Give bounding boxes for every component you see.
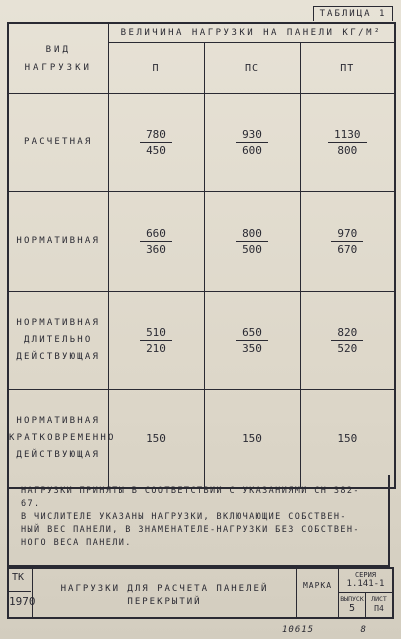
marka-label: МАРКА (297, 569, 339, 617)
fraction (140, 227, 172, 256)
footer-page: 8 (360, 625, 367, 635)
cell-value (204, 192, 300, 292)
denominator: 800 (337, 143, 358, 157)
drawing-title: НАГРУЗКИ ДЛЯ РАСЧЕТА ПАНЕЛЕЙ ПЕРЕКРЫТИЙ (33, 569, 297, 617)
numerator: 650 (236, 326, 268, 341)
note-line: НАГРУЗКИ ПРИНЯТЫ В СООТВЕТСТВИИ С УКАЗАНИЯМИ СН 382-67. (21, 486, 360, 509)
load-table (7, 22, 396, 489)
column-header-pt: ПТ (300, 43, 395, 94)
fraction (236, 227, 268, 256)
denominator: 500 (242, 242, 262, 256)
row-label: НОРМАТИВНАЯ КРАТКОВРЕМЕННО ДЕЙСТВУЮЩАЯ (8, 390, 108, 488)
numerator: 800 (236, 227, 268, 242)
note-line: НОГО ВЕСА ПАНЕЛИ. (21, 538, 132, 548)
list-label: ЛИСТ (371, 595, 387, 603)
cell-value: 150 (108, 390, 204, 488)
column-header-ps: ПС (204, 43, 300, 94)
row-label: НОРМАТИВНАЯ ДЛИТЕЛЬНО ДЕЙСТВУЮЩАЯ (8, 292, 108, 390)
column-header-p: П (108, 43, 204, 94)
cell-value (204, 292, 300, 390)
fraction (236, 128, 268, 157)
fraction (328, 128, 367, 157)
org-label: ТК (12, 572, 25, 583)
seria-label: СЕРИЯ (354, 571, 377, 579)
seria-value: 1.141-1 (346, 579, 385, 589)
load-header: ВЕЛИЧИНА НАГРУЗКИ НА ПАНЕЛИ КГ/М² (108, 23, 395, 43)
numerator: 970 (331, 227, 363, 242)
vypusk-value: 5 (348, 603, 356, 614)
cell-value (108, 292, 204, 390)
vypusk-cell (339, 593, 366, 617)
vypusk-label: ВЫПУСК (340, 595, 364, 603)
list-cell (366, 593, 392, 617)
denominator: 600 (242, 143, 262, 157)
cell-value (300, 192, 395, 292)
cell-value (300, 292, 395, 390)
numerator: 660 (140, 227, 172, 242)
seria-cell (339, 569, 392, 593)
cell-value: 150 (204, 390, 300, 488)
numerator: 930 (236, 128, 268, 143)
year-label: 1970 (9, 591, 31, 608)
note-line: В ЧИСЛИТЕЛЕ УКАЗАНЫ НАГРУЗКИ, ВКЛЮЧАЮЩИЕ СОБСТВЕН- (21, 512, 347, 522)
numerator: 510 (140, 326, 172, 341)
title-block (7, 567, 394, 619)
fraction (331, 227, 363, 256)
cell-value (300, 94, 395, 192)
denominator: 360 (146, 242, 166, 256)
org-code (9, 569, 36, 617)
fraction (331, 326, 363, 355)
table-row (8, 292, 395, 390)
footer (282, 625, 367, 635)
denominator: 350 (242, 341, 262, 355)
denominator: 450 (146, 143, 166, 157)
fraction (140, 128, 172, 157)
row-label: НОРМАТИВНАЯ (8, 192, 108, 292)
denominator: 670 (337, 242, 358, 256)
type-header-label: ВИД НАГРУЗКИ (24, 44, 92, 73)
fraction (140, 326, 172, 355)
cell-value (204, 94, 300, 192)
table-row (8, 94, 395, 192)
table-row (8, 192, 395, 292)
cell-value: 150 (300, 390, 395, 488)
table-row (8, 390, 395, 488)
footer-code: 10615 (282, 625, 315, 635)
denominator: 520 (337, 341, 358, 355)
fraction (236, 326, 268, 355)
row-label: РАСЧЕТНАЯ (8, 94, 108, 192)
numerator: 1130 (328, 128, 367, 143)
cell-value (108, 192, 204, 292)
denominator: 210 (146, 341, 166, 355)
list-value: П4 (374, 604, 384, 613)
note-block (7, 475, 390, 567)
table-number: ТАБЛИЦА 1 (313, 6, 393, 21)
type-header (8, 23, 108, 94)
numerator: 820 (331, 326, 363, 341)
note-line: НЫЙ ВЕС ПАНЕЛИ, В ЗНАМЕНАТЕЛЕ-НАГРУЗКИ БЕЗ СОБСТВЕН- (21, 525, 360, 535)
cell-value (108, 94, 204, 192)
numerator: 780 (140, 128, 172, 143)
